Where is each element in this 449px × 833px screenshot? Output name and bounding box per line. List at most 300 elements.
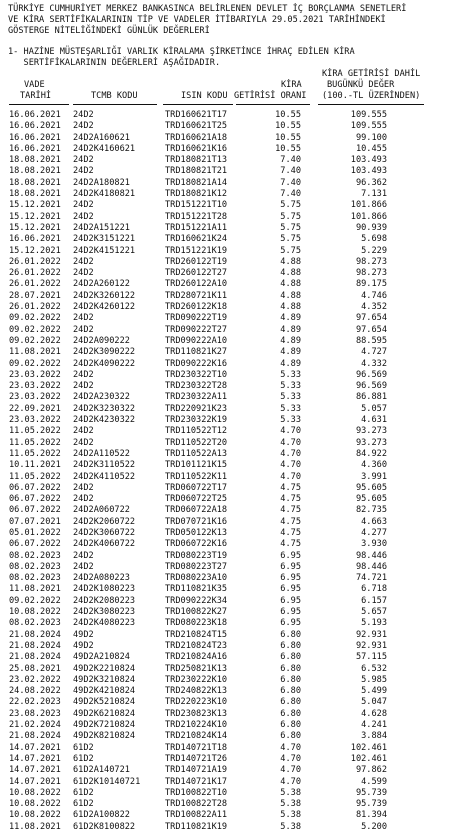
row-maturity-date: 07.07.2021 (9, 516, 61, 527)
col-head-value-3: (100.-TL ÜZERİNDEN) (322, 91, 421, 101)
report-title-line-3: GÖSTERGE NİTELİĞİNDEKİ GÜNLÜK DEĞERLERİ (8, 26, 210, 36)
table-row (0, 483, 449, 494)
row-maturity-date: 23.03.2022 (9, 392, 61, 403)
row-isin-code: TRD180821K12 (165, 189, 228, 200)
row-isin-code: TRD160621T25 (165, 121, 228, 132)
row-isin-code: TRD110821K19 (165, 821, 228, 832)
table-row (0, 788, 449, 799)
row-tcmb-code: 61D2A140721 (73, 765, 130, 776)
row-maturity-date: 26.01.2022 (9, 256, 61, 267)
row-rent-rate: 5.38 (280, 821, 301, 832)
row-present-value: 5.499 (361, 686, 387, 697)
row-tcmb-code: 24D2 (73, 561, 94, 572)
row-maturity-date: 18.08.2021 (9, 177, 61, 188)
row-isin-code: TRD260122T27 (165, 268, 228, 279)
row-maturity-date: 23.08.2023 (9, 708, 61, 719)
row-present-value: 102.461 (350, 753, 387, 764)
row-isin-code: TRD210824K14 (165, 731, 228, 742)
row-present-value: 97.654 (355, 313, 387, 324)
row-tcmb-code: 61D2 (73, 742, 94, 753)
table-row (0, 551, 449, 562)
row-present-value: 102.461 (350, 742, 387, 753)
row-present-value: 98.273 (355, 268, 387, 279)
table-row (0, 584, 449, 595)
row-maturity-date: 15.12.2021 (9, 245, 61, 256)
row-present-value: 3.884 (361, 731, 387, 742)
table-row (0, 166, 449, 177)
row-isin-code: TRD151221T10 (165, 200, 228, 211)
col-head-isin: ISIN KODU (181, 91, 228, 101)
row-rent-rate: 4.70 (280, 471, 301, 482)
row-isin-code: TRD110821K27 (165, 347, 228, 358)
row-tcmb-code: 24D2A090222 (73, 335, 130, 346)
row-isin-code: TRD060722A18 (165, 505, 228, 516)
row-maturity-date: 08.02.2023 (9, 573, 61, 584)
row-maturity-date: 08.02.2023 (9, 561, 61, 572)
row-maturity-date: 24.08.2022 (9, 686, 61, 697)
row-tcmb-code: 24D2A151221 (73, 222, 130, 233)
row-rent-rate: 6.80 (280, 674, 301, 685)
row-present-value: 96.362 (355, 177, 387, 188)
row-maturity-date: 15.12.2021 (9, 222, 61, 233)
row-maturity-date: 09.02.2022 (9, 335, 61, 346)
table-row (0, 257, 449, 268)
row-isin-code: TRD280721K11 (165, 290, 228, 301)
row-maturity-date: 14.07.2021 (9, 742, 61, 753)
row-isin-code: TRD260122A10 (165, 279, 228, 290)
row-isin-code: TRD230322T28 (165, 381, 228, 392)
table-row (0, 370, 449, 381)
row-maturity-date: 14.07.2021 (9, 753, 61, 764)
row-present-value: 4.277 (361, 527, 387, 538)
col-underline-tcmb (73, 104, 157, 105)
row-present-value: 4.241 (361, 720, 387, 731)
row-rent-rate: 4.70 (280, 460, 301, 471)
row-present-value: 95.739 (355, 787, 387, 798)
row-tcmb-code: 61D2 (73, 799, 94, 810)
row-present-value: 95.739 (355, 799, 387, 810)
row-present-value: 4.631 (361, 415, 387, 426)
row-rent-rate: 6.80 (280, 697, 301, 708)
row-rent-rate: 4.70 (280, 765, 301, 776)
row-isin-code: TRD160621K16 (165, 143, 228, 154)
row-tcmb-code: 24D2K2080223 (73, 595, 136, 606)
col-underline-value (318, 104, 424, 105)
row-tcmb-code: 24D2 (73, 211, 94, 222)
table-row (0, 664, 449, 675)
row-present-value: 74.721 (355, 573, 387, 584)
row-rent-rate: 6.80 (280, 663, 301, 674)
row-isin-code: TRD050122K13 (165, 527, 228, 538)
row-present-value: 98.446 (355, 561, 387, 572)
row-tcmb-code: 24D2K3080223 (73, 607, 136, 618)
row-isin-code: TRD250821K13 (165, 663, 228, 674)
row-rent-rate: 6.95 (280, 584, 301, 595)
row-tcmb-code: 24D2K3060722 (73, 527, 136, 538)
row-isin-code: TRD240822K13 (165, 686, 228, 697)
table-row (0, 178, 449, 189)
row-present-value: 89.175 (355, 279, 387, 290)
row-maturity-date: 18.08.2021 (9, 166, 61, 177)
row-maturity-date: 28.07.2021 (9, 290, 61, 301)
row-rent-rate: 5.38 (280, 799, 301, 810)
row-maturity-date: 22.09.2021 (9, 403, 61, 414)
row-tcmb-code: 24D2 (73, 369, 94, 380)
row-tcmb-code: 24D2 (73, 268, 94, 279)
row-present-value: 5.985 (361, 674, 387, 685)
row-rent-rate: 5.75 (280, 222, 301, 233)
row-rent-rate: 4.88 (280, 290, 301, 301)
row-maturity-date: 06.07.2022 (9, 494, 61, 505)
row-tcmb-code: 61D2A100822 (73, 810, 130, 821)
table-row (0, 426, 449, 437)
table-row (0, 675, 449, 686)
row-rent-rate: 6.95 (280, 607, 301, 618)
row-isin-code: TRD230322T10 (165, 369, 228, 380)
table-row (0, 415, 449, 426)
row-isin-code: TRD070721K16 (165, 516, 228, 527)
row-isin-code: TRD090222T19 (165, 313, 228, 324)
row-tcmb-code: 49D2K5210824 (73, 697, 136, 708)
row-present-value: 4.599 (361, 776, 387, 787)
row-rent-rate: 6.95 (280, 595, 301, 606)
row-isin-code: TRD210824T15 (165, 629, 228, 640)
row-isin-code: TRD060722T25 (165, 494, 228, 505)
row-rent-rate: 6.95 (280, 573, 301, 584)
row-maturity-date: 21.08.2024 (9, 731, 61, 742)
row-tcmb-code: 49D2K4210824 (73, 686, 136, 697)
row-present-value: 4.332 (361, 358, 387, 369)
col-head-rate-2: GETİRİSİ ORANI (234, 91, 307, 101)
row-rent-rate: 4.88 (280, 268, 301, 279)
row-rent-rate: 6.95 (280, 561, 301, 572)
row-isin-code: TRD110522T20 (165, 437, 228, 448)
row-maturity-date: 26.01.2022 (9, 279, 61, 290)
row-present-value: 97.862 (355, 765, 387, 776)
row-isin-code: TRD100822K27 (165, 607, 228, 618)
row-rent-rate: 4.75 (280, 527, 301, 538)
row-isin-code: TRD180821A14 (165, 177, 228, 188)
table-row (0, 607, 449, 618)
row-isin-code: TRD260122K18 (165, 302, 228, 313)
row-tcmb-code: 49D2 (73, 640, 94, 651)
row-maturity-date: 26.01.2022 (9, 302, 61, 313)
row-maturity-date: 10.08.2022 (9, 607, 61, 618)
table-row (0, 212, 449, 223)
table-row (0, 539, 449, 550)
row-rent-rate: 4.75 (280, 482, 301, 493)
data-table-body (0, 110, 449, 833)
row-present-value: 101.866 (350, 200, 387, 211)
table-row (0, 731, 449, 742)
table-row (0, 223, 449, 234)
row-present-value: 57.115 (355, 652, 387, 663)
row-tcmb-code: 24D2A230322 (73, 392, 130, 403)
row-rent-rate: 5.33 (280, 381, 301, 392)
row-isin-code: TRD220921K23 (165, 403, 228, 414)
row-tcmb-code: 49D2K2210824 (73, 663, 136, 674)
row-maturity-date: 18.08.2021 (9, 155, 61, 166)
row-maturity-date: 09.02.2022 (9, 358, 61, 369)
row-tcmb-code: 24D2 (73, 426, 94, 437)
row-tcmb-code: 24D2K1080223 (73, 584, 136, 595)
row-rent-rate: 6.80 (280, 629, 301, 640)
row-maturity-date: 11.05.2022 (9, 437, 61, 448)
row-maturity-date: 08.02.2023 (9, 550, 61, 561)
row-tcmb-code: 24D2A260122 (73, 279, 130, 290)
row-rent-rate: 10.55 (275, 110, 301, 120)
row-rent-rate: 4.89 (280, 358, 301, 369)
row-present-value: 4.727 (361, 347, 387, 358)
row-present-value: 3.991 (361, 471, 387, 482)
row-maturity-date: 14.07.2021 (9, 765, 61, 776)
row-isin-code: TRD151221A11 (165, 222, 228, 233)
row-tcmb-code: 61D2 (73, 787, 94, 798)
table-row (0, 449, 449, 460)
row-tcmb-code: 24D2K3090222 (73, 347, 136, 358)
row-rent-rate: 5.75 (280, 211, 301, 222)
row-maturity-date: 09.02.2022 (9, 595, 61, 606)
row-present-value: 92.931 (355, 629, 387, 640)
table-row (0, 799, 449, 810)
row-maturity-date: 23.02.2022 (9, 674, 61, 685)
row-maturity-date: 10.08.2022 (9, 799, 61, 810)
row-isin-code: TRD210824A16 (165, 652, 228, 663)
row-present-value: 5.200 (361, 821, 387, 832)
table-row (0, 697, 449, 708)
row-isin-code: TRD220223K10 (165, 697, 228, 708)
col-head-tcmb: TCMB KODU (91, 91, 138, 101)
table-row (0, 494, 449, 505)
table-row (0, 810, 449, 821)
row-rent-rate: 4.89 (280, 313, 301, 324)
table-row (0, 754, 449, 765)
row-present-value: 4.352 (361, 302, 387, 313)
row-isin-code: TRD090222T27 (165, 324, 228, 335)
row-rent-rate: 10.55 (275, 143, 301, 154)
row-tcmb-code: 49D2K8210824 (73, 731, 136, 742)
row-isin-code: TRD160621A18 (165, 132, 228, 143)
row-isin-code: TRD151221T28 (165, 211, 228, 222)
row-present-value: 88.595 (355, 335, 387, 346)
row-maturity-date: 25.08.2021 (9, 663, 61, 674)
row-maturity-date: 05.01.2022 (9, 527, 61, 538)
report-title-line-1: TÜRKİYE CUMHURİYET MERKEZ BANKASINCA BELİRLENEN DEVLET İÇ BORÇLANMA SENETLERİ (8, 4, 407, 14)
row-tcmb-code: 24D2 (73, 381, 94, 392)
row-present-value: 90.939 (355, 222, 387, 233)
row-tcmb-code: 24D2K3151221 (73, 234, 136, 245)
row-tcmb-code: 24D2 (73, 110, 94, 120)
row-present-value: 81.394 (355, 810, 387, 821)
row-tcmb-code: 24D2 (73, 121, 94, 132)
row-maturity-date: 06.07.2022 (9, 539, 61, 550)
row-isin-code: TRD140721K17 (165, 776, 228, 787)
row-present-value: 5.229 (361, 245, 387, 256)
table-row (0, 528, 449, 539)
row-present-value: 5.047 (361, 697, 387, 708)
table-row (0, 404, 449, 415)
row-maturity-date: 11.08.2021 (9, 347, 61, 358)
col-head-date-1: VADE (24, 80, 45, 90)
row-rent-rate: 4.70 (280, 753, 301, 764)
table-row (0, 110, 449, 121)
row-tcmb-code: 24D2 (73, 482, 94, 493)
row-maturity-date: 09.02.2022 (9, 324, 61, 335)
table-row (0, 279, 449, 290)
row-rent-rate: 7.40 (280, 177, 301, 188)
row-tcmb-code: 24D2K2060722 (73, 516, 136, 527)
row-tcmb-code: 49D2K7210824 (73, 720, 136, 731)
row-tcmb-code: 24D2 (73, 256, 94, 267)
row-tcmb-code: 61D2K8100822 (73, 821, 136, 832)
row-present-value: 6.157 (361, 595, 387, 606)
row-present-value: 109.555 (350, 110, 387, 120)
row-maturity-date: 15.12.2021 (9, 200, 61, 211)
row-isin-code: TRD080223K18 (165, 618, 228, 629)
table-row (0, 268, 449, 279)
row-rent-rate: 10.55 (275, 121, 301, 132)
row-maturity-date: 06.07.2022 (9, 482, 61, 493)
table-row (0, 144, 449, 155)
row-rent-rate: 4.70 (280, 776, 301, 787)
row-present-value: 82.735 (355, 505, 387, 516)
row-rent-rate: 6.95 (280, 550, 301, 561)
row-tcmb-code: 49D2K3210824 (73, 674, 136, 685)
row-rent-rate: 5.75 (280, 234, 301, 245)
table-row (0, 392, 449, 403)
col-underline-date (9, 104, 69, 105)
row-present-value: 7.131 (361, 189, 387, 200)
row-rent-rate: 4.70 (280, 437, 301, 448)
row-present-value: 10.455 (355, 143, 387, 154)
row-rent-rate: 5.33 (280, 369, 301, 380)
row-rent-rate: 5.75 (280, 245, 301, 256)
table-row (0, 313, 449, 324)
table-row (0, 505, 449, 516)
row-present-value: 4.663 (361, 516, 387, 527)
row-maturity-date: 11.05.2022 (9, 471, 61, 482)
row-rent-rate: 6.95 (280, 618, 301, 629)
row-maturity-date: 21.02.2024 (9, 720, 61, 731)
row-rent-rate: 5.33 (280, 392, 301, 403)
row-present-value: 6.718 (361, 584, 387, 595)
row-present-value: 93.273 (355, 426, 387, 437)
row-present-value: 95.605 (355, 482, 387, 493)
row-tcmb-code: 24D2K4180821 (73, 189, 136, 200)
row-present-value: 86.881 (355, 392, 387, 403)
table-row (0, 200, 449, 211)
table-row (0, 743, 449, 754)
row-isin-code: TRD080223T19 (165, 550, 228, 561)
row-rent-rate: 4.75 (280, 516, 301, 527)
table-row (0, 596, 449, 607)
row-rent-rate: 7.40 (280, 189, 301, 200)
table-row (0, 641, 449, 652)
row-isin-code: TRD230222K10 (165, 674, 228, 685)
row-present-value: 98.446 (355, 550, 387, 561)
row-maturity-date: 11.05.2022 (9, 426, 61, 437)
row-isin-code: TRD110821K35 (165, 584, 228, 595)
row-tcmb-code: 24D2A060722 (73, 505, 130, 516)
table-row (0, 822, 449, 833)
table-row (0, 517, 449, 528)
row-present-value: 95.605 (355, 494, 387, 505)
row-isin-code: TRD101121K15 (165, 460, 228, 471)
report-title-line-2: VE KİRA SERTİFİKALARININ TİP VE VADELER İTİBARIYLA 29.05.2021 TARİHİNDEKİ (8, 15, 386, 25)
table-row (0, 573, 449, 584)
row-isin-code: TRD180821T21 (165, 166, 228, 177)
row-tcmb-code: 49D2A210824 (73, 652, 130, 663)
row-present-value: 109.555 (350, 121, 387, 132)
row-isin-code: TRD230322K19 (165, 415, 228, 426)
row-tcmb-code: 49D2 (73, 629, 94, 640)
row-present-value: 3.930 (361, 539, 387, 550)
row-maturity-date: 11.08.2021 (9, 584, 61, 595)
table-row (0, 325, 449, 336)
row-present-value: 6.532 (361, 663, 387, 674)
table-row (0, 709, 449, 720)
row-present-value: 4.746 (361, 290, 387, 301)
row-rent-rate: 5.38 (280, 810, 301, 821)
col-head-rate-1: KİRA (281, 80, 302, 90)
row-maturity-date: 16.06.2021 (9, 110, 61, 120)
table-row (0, 347, 449, 358)
row-isin-code: TRD260122T19 (165, 256, 228, 267)
row-tcmb-code: 24D2K4090222 (73, 358, 136, 369)
row-isin-code: TRD210824T23 (165, 640, 228, 651)
row-maturity-date: 06.07.2022 (9, 505, 61, 516)
table-row (0, 121, 449, 132)
section-title-line-2: SERTİFİKALARININ DEĞERLERİ AŞAĞIDADIR. (8, 58, 221, 68)
row-isin-code: TRD100822T28 (165, 799, 228, 810)
row-rent-rate: 4.75 (280, 505, 301, 516)
table-row (0, 765, 449, 776)
row-isin-code: TRD160621K24 (165, 234, 228, 245)
row-maturity-date: 26.01.2022 (9, 268, 61, 279)
row-isin-code: TRD090222A10 (165, 335, 228, 346)
row-tcmb-code: 24D2 (73, 166, 94, 177)
table-row (0, 336, 449, 347)
table-row (0, 381, 449, 392)
row-rent-rate: 10.55 (275, 132, 301, 143)
row-present-value: 97.654 (355, 324, 387, 335)
row-isin-code: TRD140721A19 (165, 765, 228, 776)
section-title-line-1: 1- HAZİNE MÜSTEŞARLIĞI VARLIK KİRALAMA ŞİRKETİNCE İHRAÇ EDİLEN KİRA (8, 47, 355, 57)
row-isin-code: TRD060722K16 (165, 539, 228, 550)
table-row (0, 777, 449, 788)
row-rent-rate: 6.80 (280, 708, 301, 719)
row-rent-rate: 7.40 (280, 166, 301, 177)
row-rent-rate: 7.40 (280, 155, 301, 166)
row-isin-code: TRD080223T27 (165, 561, 228, 572)
row-present-value: 5.193 (361, 618, 387, 629)
row-isin-code: TRD230322A11 (165, 392, 228, 403)
row-present-value: 4.360 (361, 460, 387, 471)
row-isin-code: TRD160621T17 (165, 110, 228, 120)
row-tcmb-code: 24D2 (73, 324, 94, 335)
row-rent-rate: 6.80 (280, 720, 301, 731)
table-row (0, 359, 449, 370)
row-maturity-date: 16.06.2021 (9, 121, 61, 132)
row-maturity-date: 11.05.2022 (9, 448, 61, 459)
row-tcmb-code: 24D2K3260122 (73, 290, 136, 301)
row-isin-code: TRD090222K34 (165, 595, 228, 606)
row-tcmb-code: 24D2A180821 (73, 177, 130, 188)
row-present-value: 5.698 (361, 234, 387, 245)
row-isin-code: TRD080223A10 (165, 573, 228, 584)
row-maturity-date: 10.08.2022 (9, 787, 61, 798)
row-maturity-date: 10.11.2021 (9, 460, 61, 471)
